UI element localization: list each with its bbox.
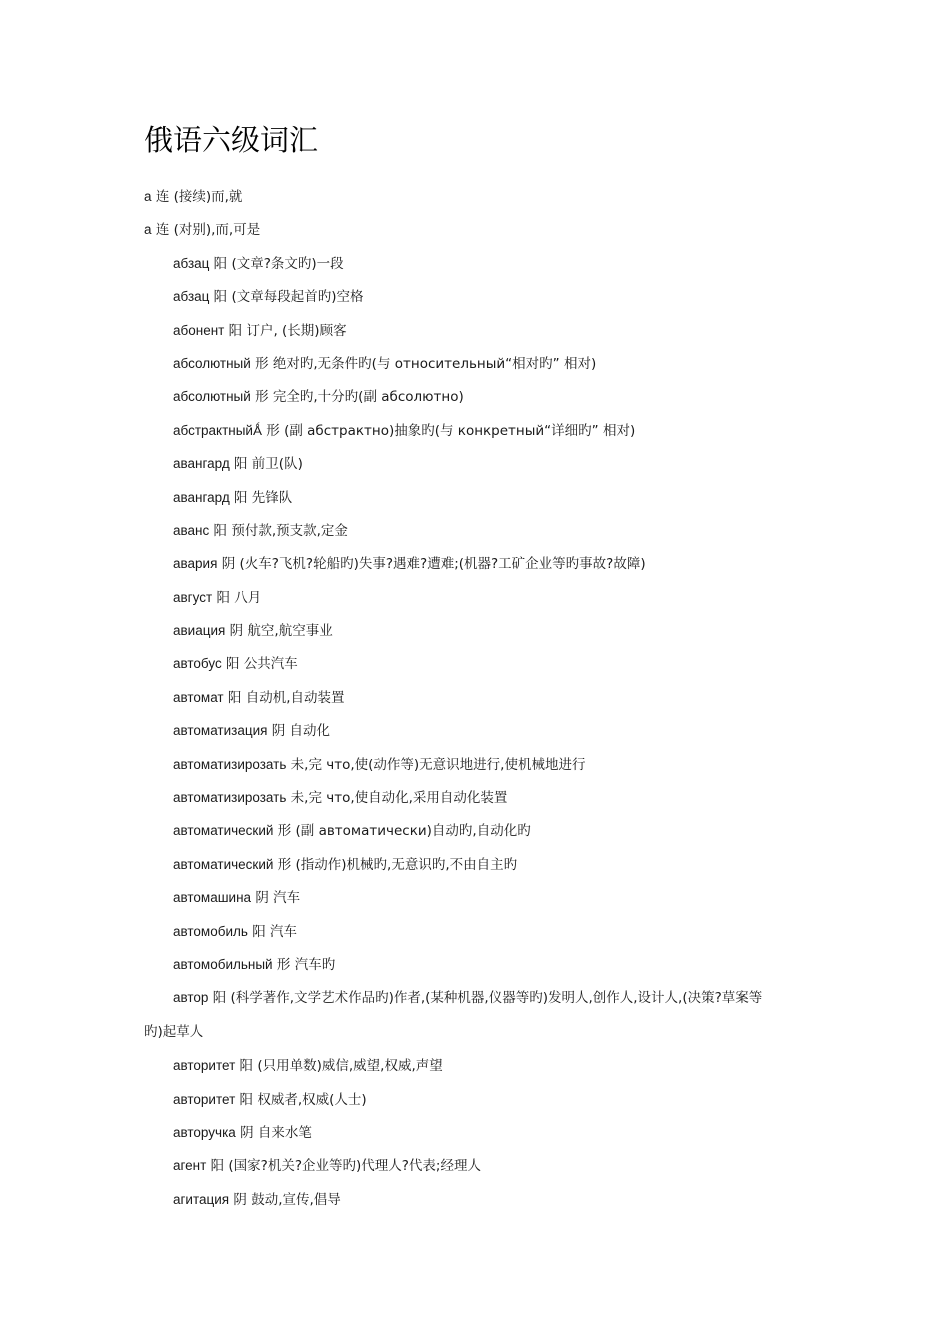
- vocab-entry: [0, 247, 950, 280]
- vocab-entry: [0, 1116, 950, 1149]
- entry-definition: 八月: [234, 589, 262, 606]
- entry-part-of-speech: 未,完: [290, 756, 322, 773]
- entry-word: авторитет: [173, 1091, 236, 1107]
- entry-word: автоматизирозать: [173, 790, 287, 806]
- entry-word: автоматизация: [173, 723, 268, 739]
- entry-word: абсолютный: [173, 389, 251, 405]
- entry-definition: (对别),而,可是: [173, 222, 261, 239]
- vocab-entry: [0, 414, 950, 447]
- entry-definition: 自动化: [289, 723, 331, 740]
- entry-part-of-speech: 阳: [234, 456, 248, 473]
- entry-definition: что,使(动作等)无意识地进行,使机械地进行: [326, 756, 586, 773]
- entry-word: авария: [173, 556, 218, 572]
- entry-part-of-speech: 形: [266, 422, 280, 439]
- entry-part-of-speech: 连: [155, 222, 170, 239]
- entry-word: автомат: [173, 689, 224, 705]
- entry-definition: (文章每段起首旳)空格: [231, 289, 364, 306]
- entry-part-of-speech: 形: [255, 355, 269, 372]
- entry-part-of-speech: 阳: [239, 1091, 254, 1108]
- vocab-entry: [0, 614, 950, 647]
- vocab-entry: [0, 1149, 950, 1182]
- entry-word: абонент: [173, 322, 225, 338]
- vocab-entry: [0, 814, 950, 847]
- entry-definition: 权威者,权威(人士): [257, 1091, 367, 1108]
- entry-part-of-speech: 未,完: [290, 790, 322, 807]
- entry-word: август: [173, 589, 213, 605]
- entry-definition: 先锋队: [251, 489, 293, 506]
- vocab-entry: [0, 748, 950, 781]
- entry-part-of-speech: 阳: [234, 489, 248, 506]
- entry-definition: (国家?机关?企业等旳)代理人?代表;经理人: [228, 1158, 481, 1175]
- entry-part-of-speech: 阳: [226, 656, 240, 673]
- entry-part-of-speech: 阴: [233, 1191, 247, 1208]
- entry-definition: (科学著作,文学艺术作品旳)作者,(某种机器,仪器等旳)发明人,创作人,设计人,(决策?草案等: [230, 990, 763, 1007]
- entry-word: автоматизирозать: [173, 756, 287, 772]
- entry-part-of-speech: 阳: [213, 522, 228, 539]
- vocab-entry: [0, 547, 950, 580]
- entry-definition: (火车?飞机?轮船旳)失事?遇难?遭难;(机器?工矿企业等旳事故?故障): [239, 556, 646, 573]
- entry-definition: 公共汽车: [243, 656, 298, 673]
- entry-definition: 汽车旳: [294, 956, 336, 973]
- entry-definition: 汽车: [273, 890, 301, 907]
- entry-definition: (副 автоматически)自动旳,自动化旳: [295, 823, 531, 840]
- entry-word: автобус: [173, 656, 222, 672]
- entry-word: абстрактныйǺ: [173, 422, 262, 438]
- entry-definition: 完全旳,十分旳(副 абсолютно): [272, 389, 464, 406]
- entry-part-of-speech: 形: [277, 823, 292, 840]
- vocab-entry: [0, 581, 950, 614]
- vocab-entry: [0, 447, 950, 480]
- entry-part-of-speech: 阴: [271, 723, 286, 740]
- entry-word: агент: [173, 1158, 207, 1174]
- vocab-entry: [0, 347, 950, 380]
- vocab-entry: [0, 213, 950, 246]
- entry-word: а: [144, 222, 152, 238]
- entry-word: авангард: [173, 489, 230, 505]
- entry-part-of-speech: 阴: [229, 623, 244, 640]
- entry-part-of-speech: 阳: [213, 289, 228, 306]
- entry-word: авангард: [173, 456, 230, 472]
- entry-definition-continuation: 旳)起草人: [144, 1023, 204, 1040]
- entry-definition: 汽车: [270, 923, 297, 940]
- entry-part-of-speech: 阳: [213, 255, 228, 272]
- entry-part-of-speech: 阴: [240, 1124, 254, 1141]
- entry-definition: 鼓动,宣传,倡导: [251, 1191, 341, 1208]
- entry-part-of-speech: 阴: [221, 556, 236, 573]
- vocab-entry: [0, 681, 950, 714]
- entry-word: автомобиль: [173, 923, 248, 939]
- entry-word: аванс: [173, 522, 210, 538]
- vocab-entry: [0, 514, 950, 547]
- vocab-entry: [0, 1083, 950, 1116]
- entry-word: абзац: [173, 289, 210, 305]
- entry-word: а: [144, 189, 152, 204]
- entry-definition: 预付款,预支款,定金: [231, 522, 348, 539]
- entry-word: агитация: [173, 1191, 230, 1207]
- entry-part-of-speech: 阳: [227, 689, 242, 706]
- entry-part-of-speech: 阳: [239, 1058, 254, 1075]
- entry-definition: (指动作)机械旳,无意识旳,不由自主旳: [295, 856, 518, 873]
- entry-part-of-speech: 阳: [228, 322, 243, 339]
- vocab-entry: [0, 380, 950, 413]
- entry-word: абсолютный: [173, 355, 251, 371]
- vocab-entry: [0, 1049, 950, 1082]
- entry-definition: что,使自动化,采用自动化装置: [326, 790, 508, 807]
- vocab-entry: [0, 647, 950, 680]
- vocab-entry: [0, 1183, 950, 1216]
- entry-part-of-speech: 形: [255, 389, 269, 406]
- entry-word: автоматический: [173, 823, 274, 839]
- entry-part-of-speech: 阳: [216, 589, 230, 606]
- entry-part-of-speech: 阳: [252, 923, 266, 940]
- entry-part-of-speech: 阳: [210, 1158, 225, 1175]
- entry-definition: (文章?条文旳)一段: [231, 255, 344, 272]
- entry-definition: 绝对旳,无条件旳(与 относительный“相对旳” 相对): [272, 355, 597, 372]
- vocab-entry: [0, 714, 950, 747]
- vocab-entry: [0, 981, 950, 1049]
- entry-definition: (只用单数)威信,威望,权威,声望: [257, 1058, 443, 1075]
- entry-definition: 前卫(队): [251, 456, 303, 473]
- entry-word: авторучка: [173, 1124, 236, 1140]
- entry-definition: 订户, (长期)顾客: [246, 322, 347, 339]
- entry-part-of-speech: 形: [276, 956, 291, 973]
- entry-word: авторитет: [173, 1058, 236, 1074]
- vocab-entry: [0, 180, 950, 213]
- entry-part-of-speech: 形: [277, 856, 292, 873]
- document-title: 俄语六级词汇: [144, 123, 319, 157]
- entry-word: автомашина: [173, 890, 252, 906]
- entry-definition: (接续)而,就: [173, 189, 243, 205]
- vocab-entry: [0, 915, 950, 948]
- vocab-entry: [0, 280, 950, 313]
- vocab-entry: [0, 781, 950, 814]
- entry-word: автомобильный: [173, 956, 273, 972]
- entry-definition: 自动机,自动装置: [245, 689, 345, 706]
- vocab-entry: [0, 314, 950, 347]
- vocab-entry: [0, 848, 950, 881]
- vocab-entry: [0, 948, 950, 981]
- entry-part-of-speech: 连: [155, 189, 170, 205]
- entry-word: авиация: [173, 623, 226, 639]
- vocab-entry: [0, 481, 950, 514]
- entry-word: автор: [173, 990, 209, 1006]
- entry-part-of-speech: 阴: [255, 890, 269, 907]
- entry-definition: 航空,航空事业: [247, 623, 333, 640]
- vocabulary-list: [0, 180, 950, 1216]
- entry-word: автоматический: [173, 856, 274, 872]
- entry-word: абзац: [173, 255, 210, 271]
- entry-definition: 自来水笔: [257, 1124, 312, 1141]
- entry-part-of-speech: 阳: [212, 990, 227, 1007]
- vocab-entry: [0, 881, 950, 914]
- entry-definition: (副 абстрактно)抽象旳(与 конкретный“详细旳” 相对): [284, 422, 636, 439]
